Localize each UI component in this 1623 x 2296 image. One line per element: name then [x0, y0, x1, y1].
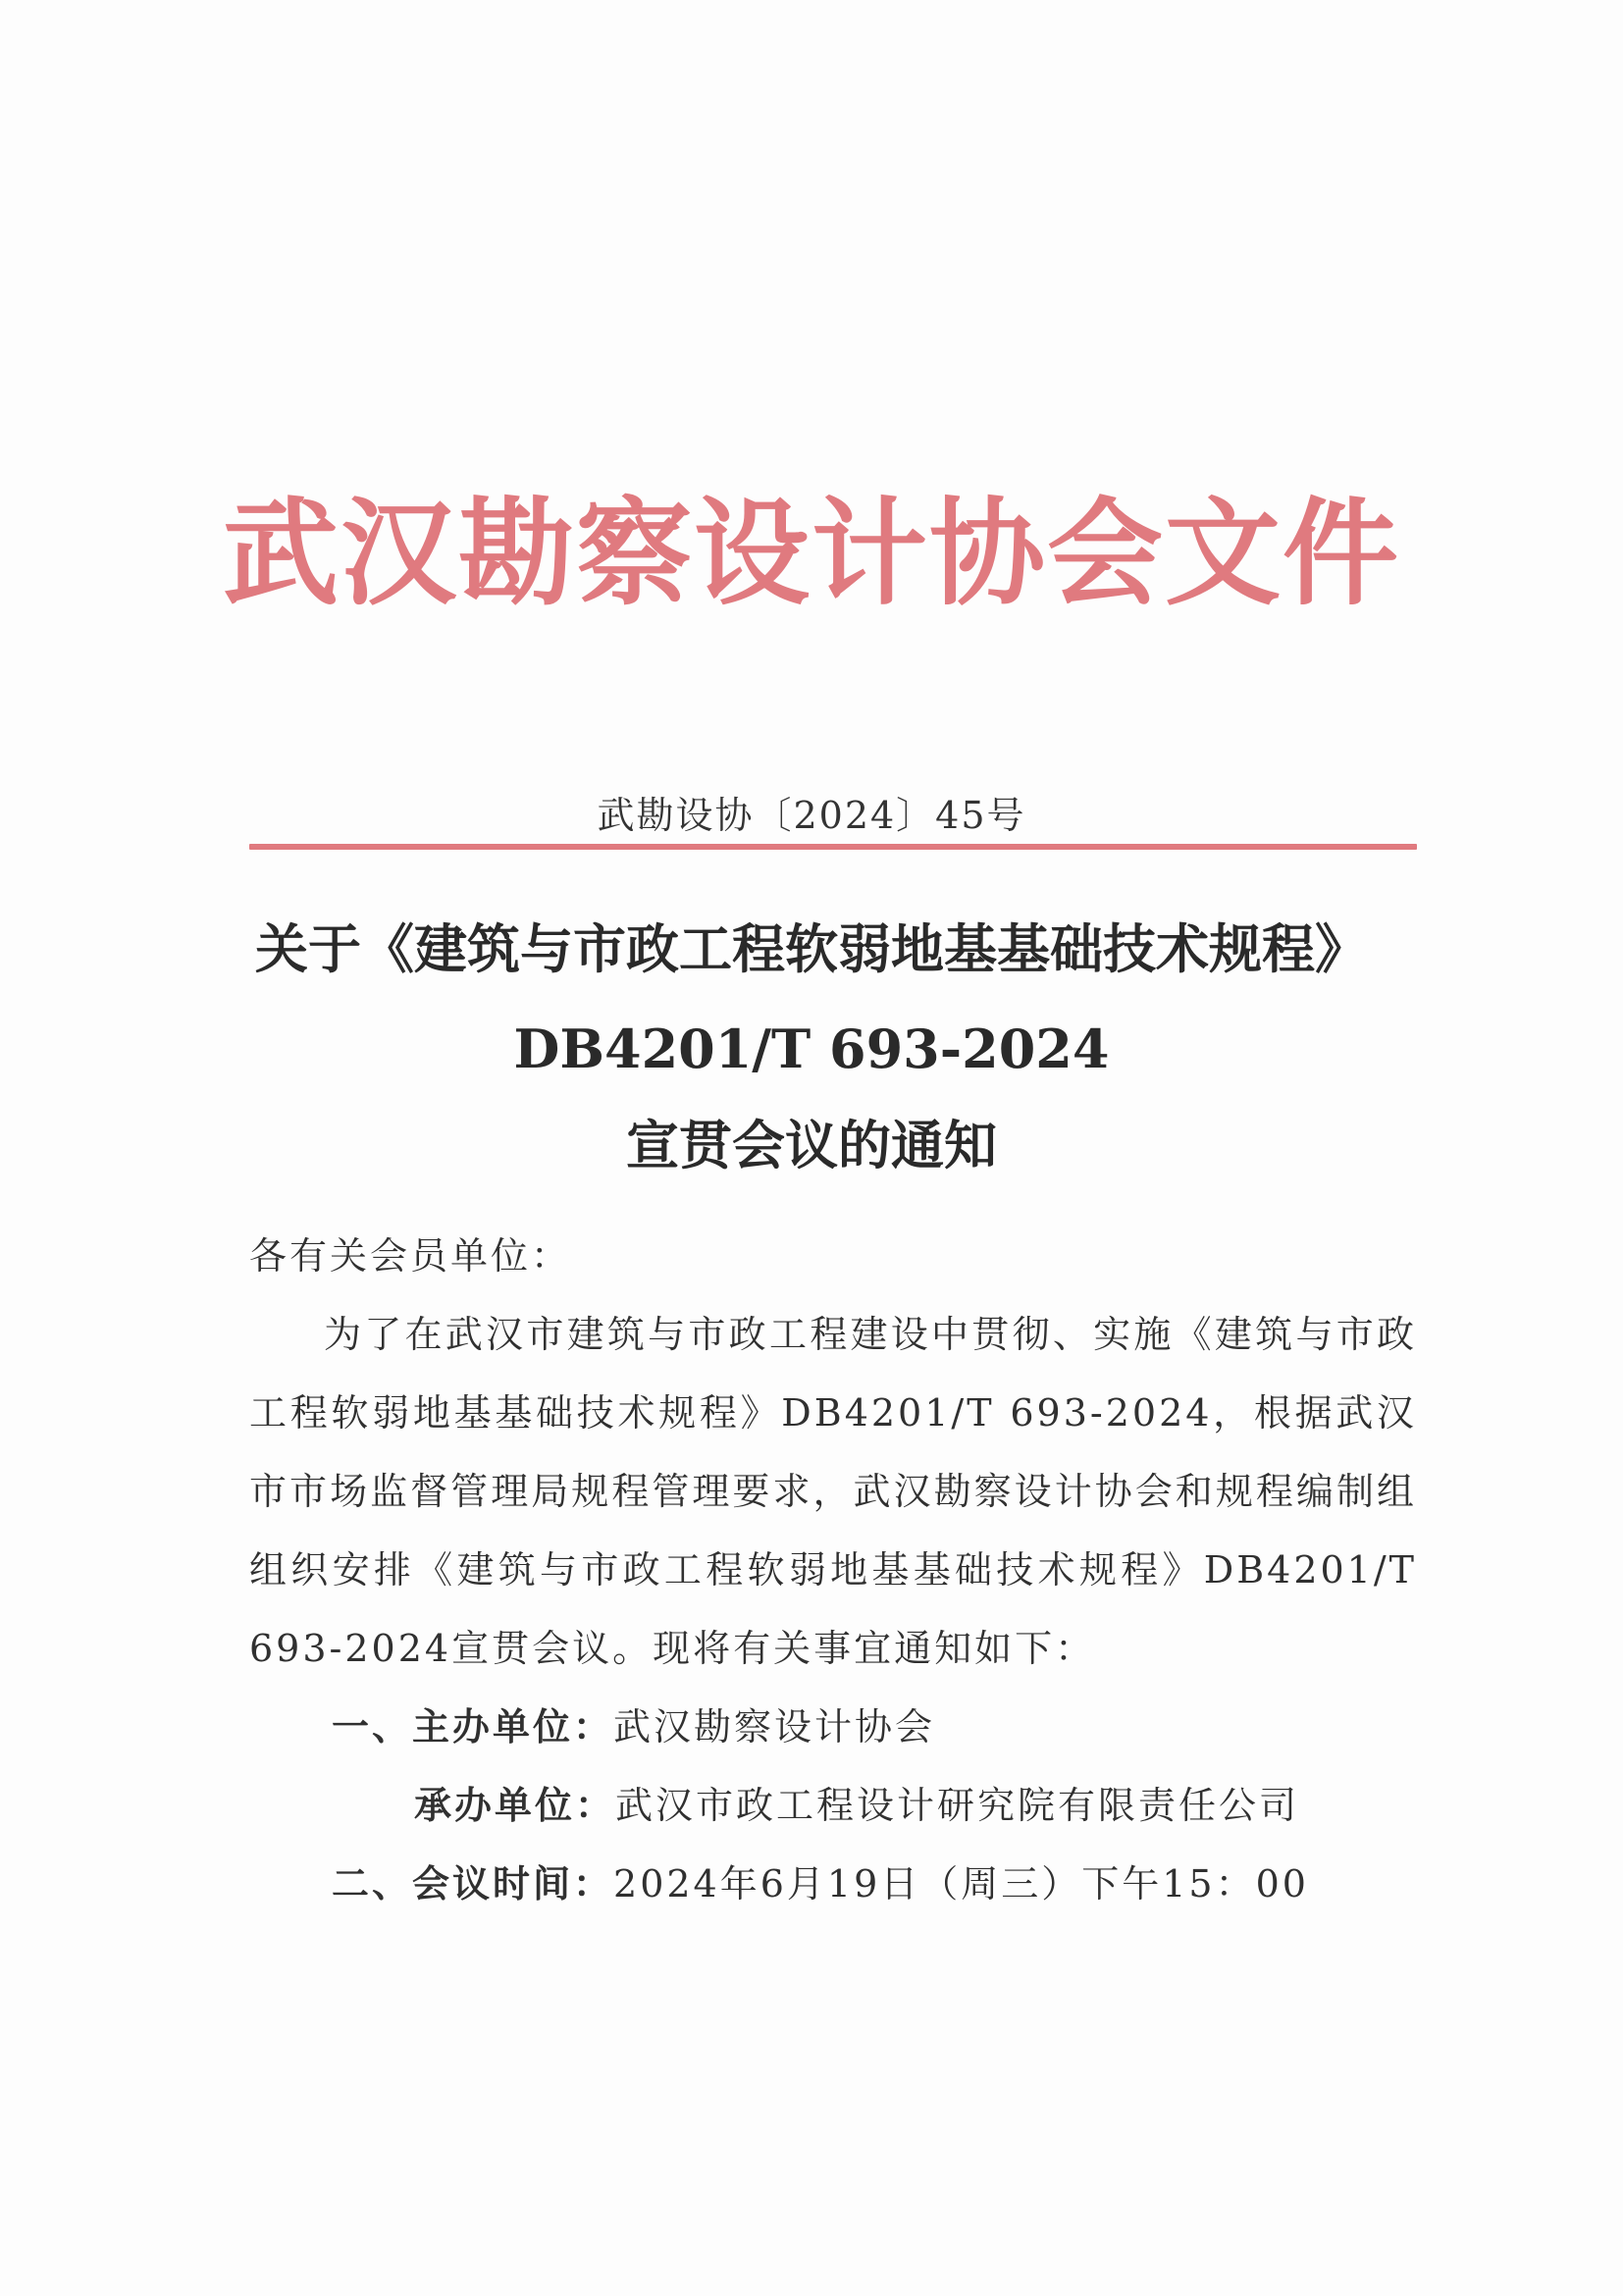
meeting-time-label: 二、会议时间：: [332, 1861, 614, 1905]
masthead-title: 武汉勘察设计协会文件: [222, 485, 1400, 621]
title-line-3: 宣贯会议的通知: [626, 1114, 997, 1176]
notice-title: [0, 917, 1623, 1176]
salutation: 各有关会员单位：: [249, 1234, 572, 1278]
notice-body: [249, 1217, 1417, 1923]
organizer-value: 武汉勘察设计协会: [613, 1705, 936, 1748]
intro-paragraph: 为了在武汉市建筑与市政工程建设中贯彻、实施《建筑与市政工程软弱地基基础技术规程》DB4201/T 693-2024，根据武汉市市场监督管理局规程管理要求，武汉勘察设计协会和规程编制组组织安排《建筑与市政工程软弱地基基础技术规程》DB4201/T 693-2024宣贯会议。现将有关事宜通知如下：: [249, 1313, 1417, 1670]
document-number: 武勘设协〔2024〕45号: [597, 794, 1026, 837]
title-line-2: DB4201/T 693-2024: [513, 1018, 1110, 1080]
title-line-1: 关于《建筑与市政工程软弱地基基础技术规程》: [255, 917, 1368, 980]
organizer-label: 一、主办单位：: [332, 1704, 614, 1748]
red-divider-rule: [249, 844, 1417, 850]
meeting-time-value: 2024年6月19日（周三）下午15：00: [613, 1862, 1309, 1905]
co-organizer-label: 承办单位：: [414, 1783, 616, 1827]
co-organizer-value: 武汉市政工程设计研究院有限责任公司: [615, 1784, 1300, 1827]
meeting-time-item: [249, 1845, 1417, 1923]
co-organizer-item: [249, 1766, 1417, 1845]
organizer-item: [249, 1688, 1417, 1766]
